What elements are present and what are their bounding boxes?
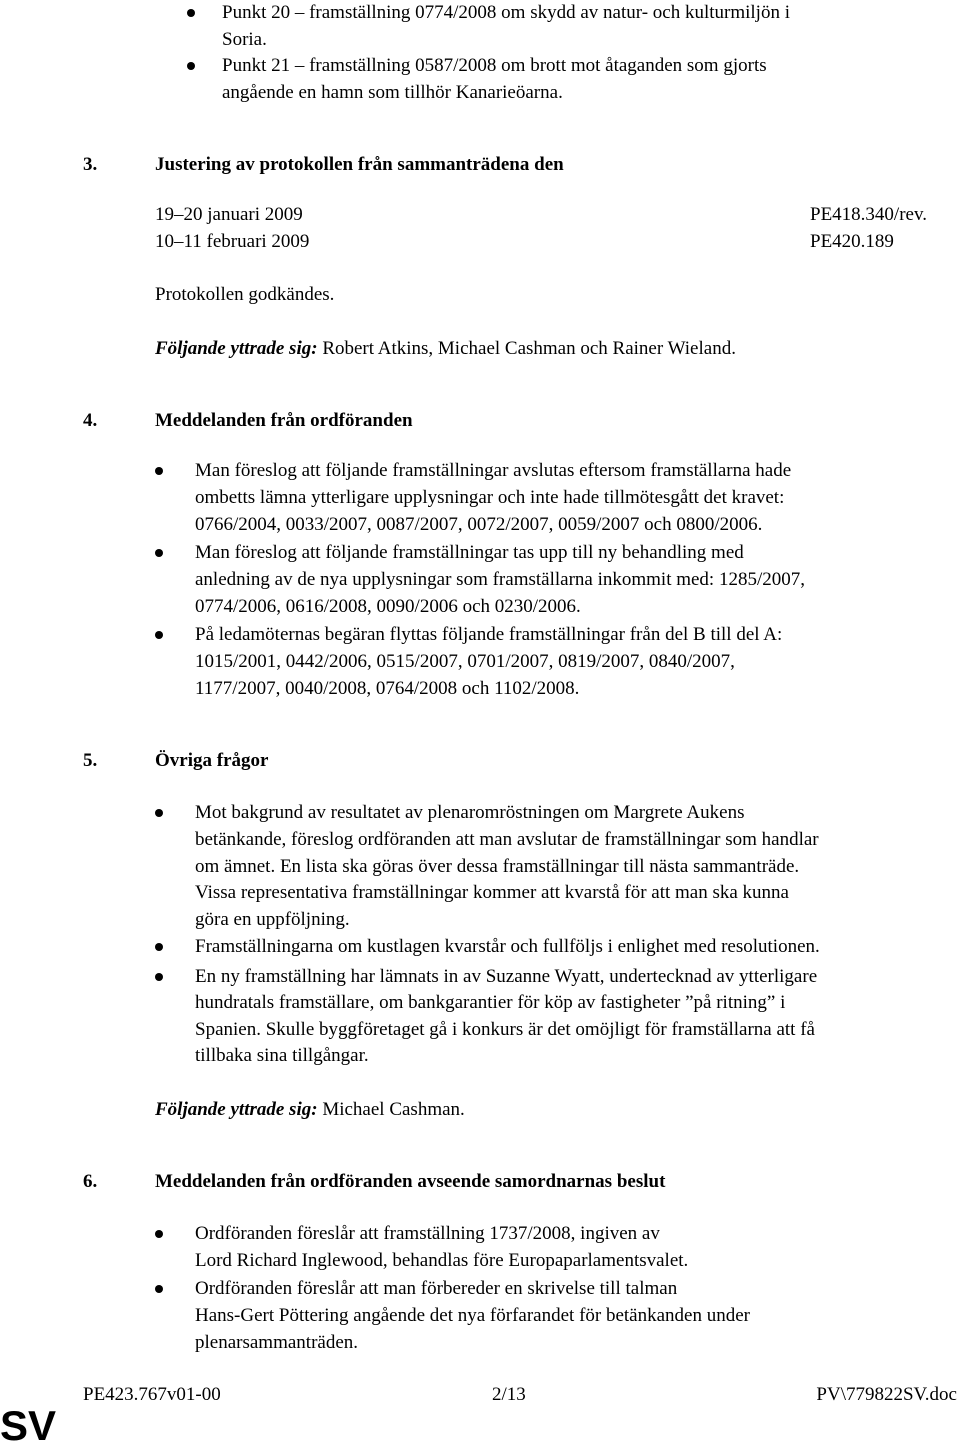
language-code: SV (0, 1402, 57, 1449)
bullet-text-line: Vissa representativa framställningar kommer att kvarstå för att man ska kunna (195, 882, 789, 903)
bullet-text-line: På ledamöternas begäran flyttas följande framställningar från del B till del A: (195, 624, 783, 645)
bullet-text-line: Lord Richard Inglewood, behandlas före Europaparlamentsvalet. (195, 1250, 689, 1271)
bullet-icon (155, 943, 163, 951)
footer-document-reference: PE423.767v01-00 (83, 1384, 221, 1405)
bullet-text-line: Ordföranden föreslår att framställning 1737/2008, ingiven av (195, 1223, 660, 1244)
section-4-heading: Meddelanden från ordföranden (155, 410, 413, 431)
bullet-text-line: 1177/2007, 0040/2008, 0764/2008 och 1102/2008. (195, 678, 580, 699)
bullet-text-line: plenarsammanträden. (195, 1332, 359, 1353)
bullet-text-line: angående en hamn som tillhör Kanarieöarna. (222, 82, 563, 103)
bullet-icon (155, 549, 163, 557)
meeting-date: 19–20 januari 2009 (155, 204, 303, 225)
bullet-text-line: 0774/2006, 0616/2008, 0090/2006 och 0230/2006. (195, 596, 581, 617)
document-reference: PE418.340/rev. (810, 204, 927, 225)
section-5-number: 5. (83, 750, 98, 771)
bullet-icon (155, 1230, 163, 1238)
speakers-names: Michael Cashman. (317, 1099, 465, 1120)
bullet-text-line: Framställningarna om kustlagen kvarstår och fullföljs i enlighet med resolutionen. (195, 936, 820, 957)
bullet-text-line: Hans-Gert Pöttering angående det nya förfarandet för betänkanden under (195, 1305, 750, 1326)
bullet-text-line: om ämnet. En lista ska göras över dessa framställningar till nästa sammanträde. (195, 856, 800, 877)
bullet-text-line: hundratals framställare, om bankgarantier för köp av fastigheter ”på ritning” i (195, 992, 786, 1013)
bullet-text-line: anledning av de nya upplysningar som framställarna inkommit med: 1285/2007, (195, 569, 805, 590)
bullet-text-line: Punkt 20 – framställning 0774/2008 om skydd av natur- och kulturmiljön i (222, 2, 790, 23)
bullet-text-line: tillbaka sina tillgångar. (195, 1045, 369, 1066)
bullet-icon (155, 809, 163, 817)
bullet-text-line: En ny framställning har lämnats in av Suzanne Wyatt, undertecknad av ytterligare (195, 966, 818, 987)
bullet-text-line: betänkande, föreslog ordföranden att man avslutar de framställningar som handlar (195, 829, 819, 850)
bullet-text-line: Soria. (222, 29, 267, 50)
bullet-text-line: Ordföranden föreslår att man förbereder en skrivelse till talman (195, 1278, 678, 1299)
approval-note: Protokollen godkändes. (155, 284, 335, 305)
page-number: 2/13 (492, 1384, 526, 1405)
bullet-text-line: ombetts lämna ytterligare upplysningar och inte hade tillmötesgått det kravet: (195, 487, 785, 508)
speakers-names: Robert Atkins, Michael Cashman och Rainer Wieland. (317, 338, 736, 359)
bullet-text-line: Mot bakgrund av resultatet av plenaromröstningen om Margrete Aukens (195, 802, 745, 823)
bullet-text-line: göra en uppföljning. (195, 909, 350, 930)
bullet-icon (155, 1285, 163, 1293)
bullet-text-line: Man föreslog att följande framställningar avslutas eftersom framställarna hade (195, 460, 792, 481)
section-5-heading: Övriga frågor (155, 750, 269, 771)
bullet-text-line: 1015/2001, 0442/2006, 0515/2007, 0701/2007, 0819/2007, 0840/2007, (195, 651, 735, 672)
bullet-icon (155, 467, 163, 475)
document-reference: PE420.189 (810, 231, 894, 252)
meeting-date: 10–11 februari 2009 (155, 231, 310, 252)
section-4-number: 4. (83, 410, 98, 431)
footer-file-name: PV\779822SV.doc (816, 1384, 957, 1405)
section-3-number: 3. (83, 154, 98, 175)
bullet-icon (155, 631, 163, 639)
bullet-text-line: Punkt 21 – framställning 0587/2008 om brott mot åtaganden som gjorts (222, 55, 767, 76)
section-3-heading: Justering av protokollen från sammanträdena den (155, 154, 564, 175)
speakers-label: Följande yttrade sig: (155, 338, 318, 359)
section-6-heading: Meddelanden från ordföranden avseende samordnarnas beslut (155, 1171, 666, 1192)
bullet-icon (187, 9, 195, 17)
bullet-text-line: 0766/2004, 0033/2007, 0087/2007, 0072/2007, 0059/2007 och 0800/2006. (195, 514, 763, 535)
speakers-label: Följande yttrade sig: (155, 1099, 318, 1120)
bullet-icon (155, 973, 163, 981)
bullet-icon (187, 62, 195, 70)
speakers-line (155, 1100, 465, 1119)
section-6-number: 6. (83, 1171, 98, 1192)
speakers-line (155, 339, 736, 358)
bullet-text-line: Spanien. Skulle byggföretaget gå i konkurs är det omöjligt för framställarna att få (195, 1019, 815, 1040)
bullet-text-line: Man föreslog att följande framställningar tas upp till ny behandling med (195, 542, 744, 563)
